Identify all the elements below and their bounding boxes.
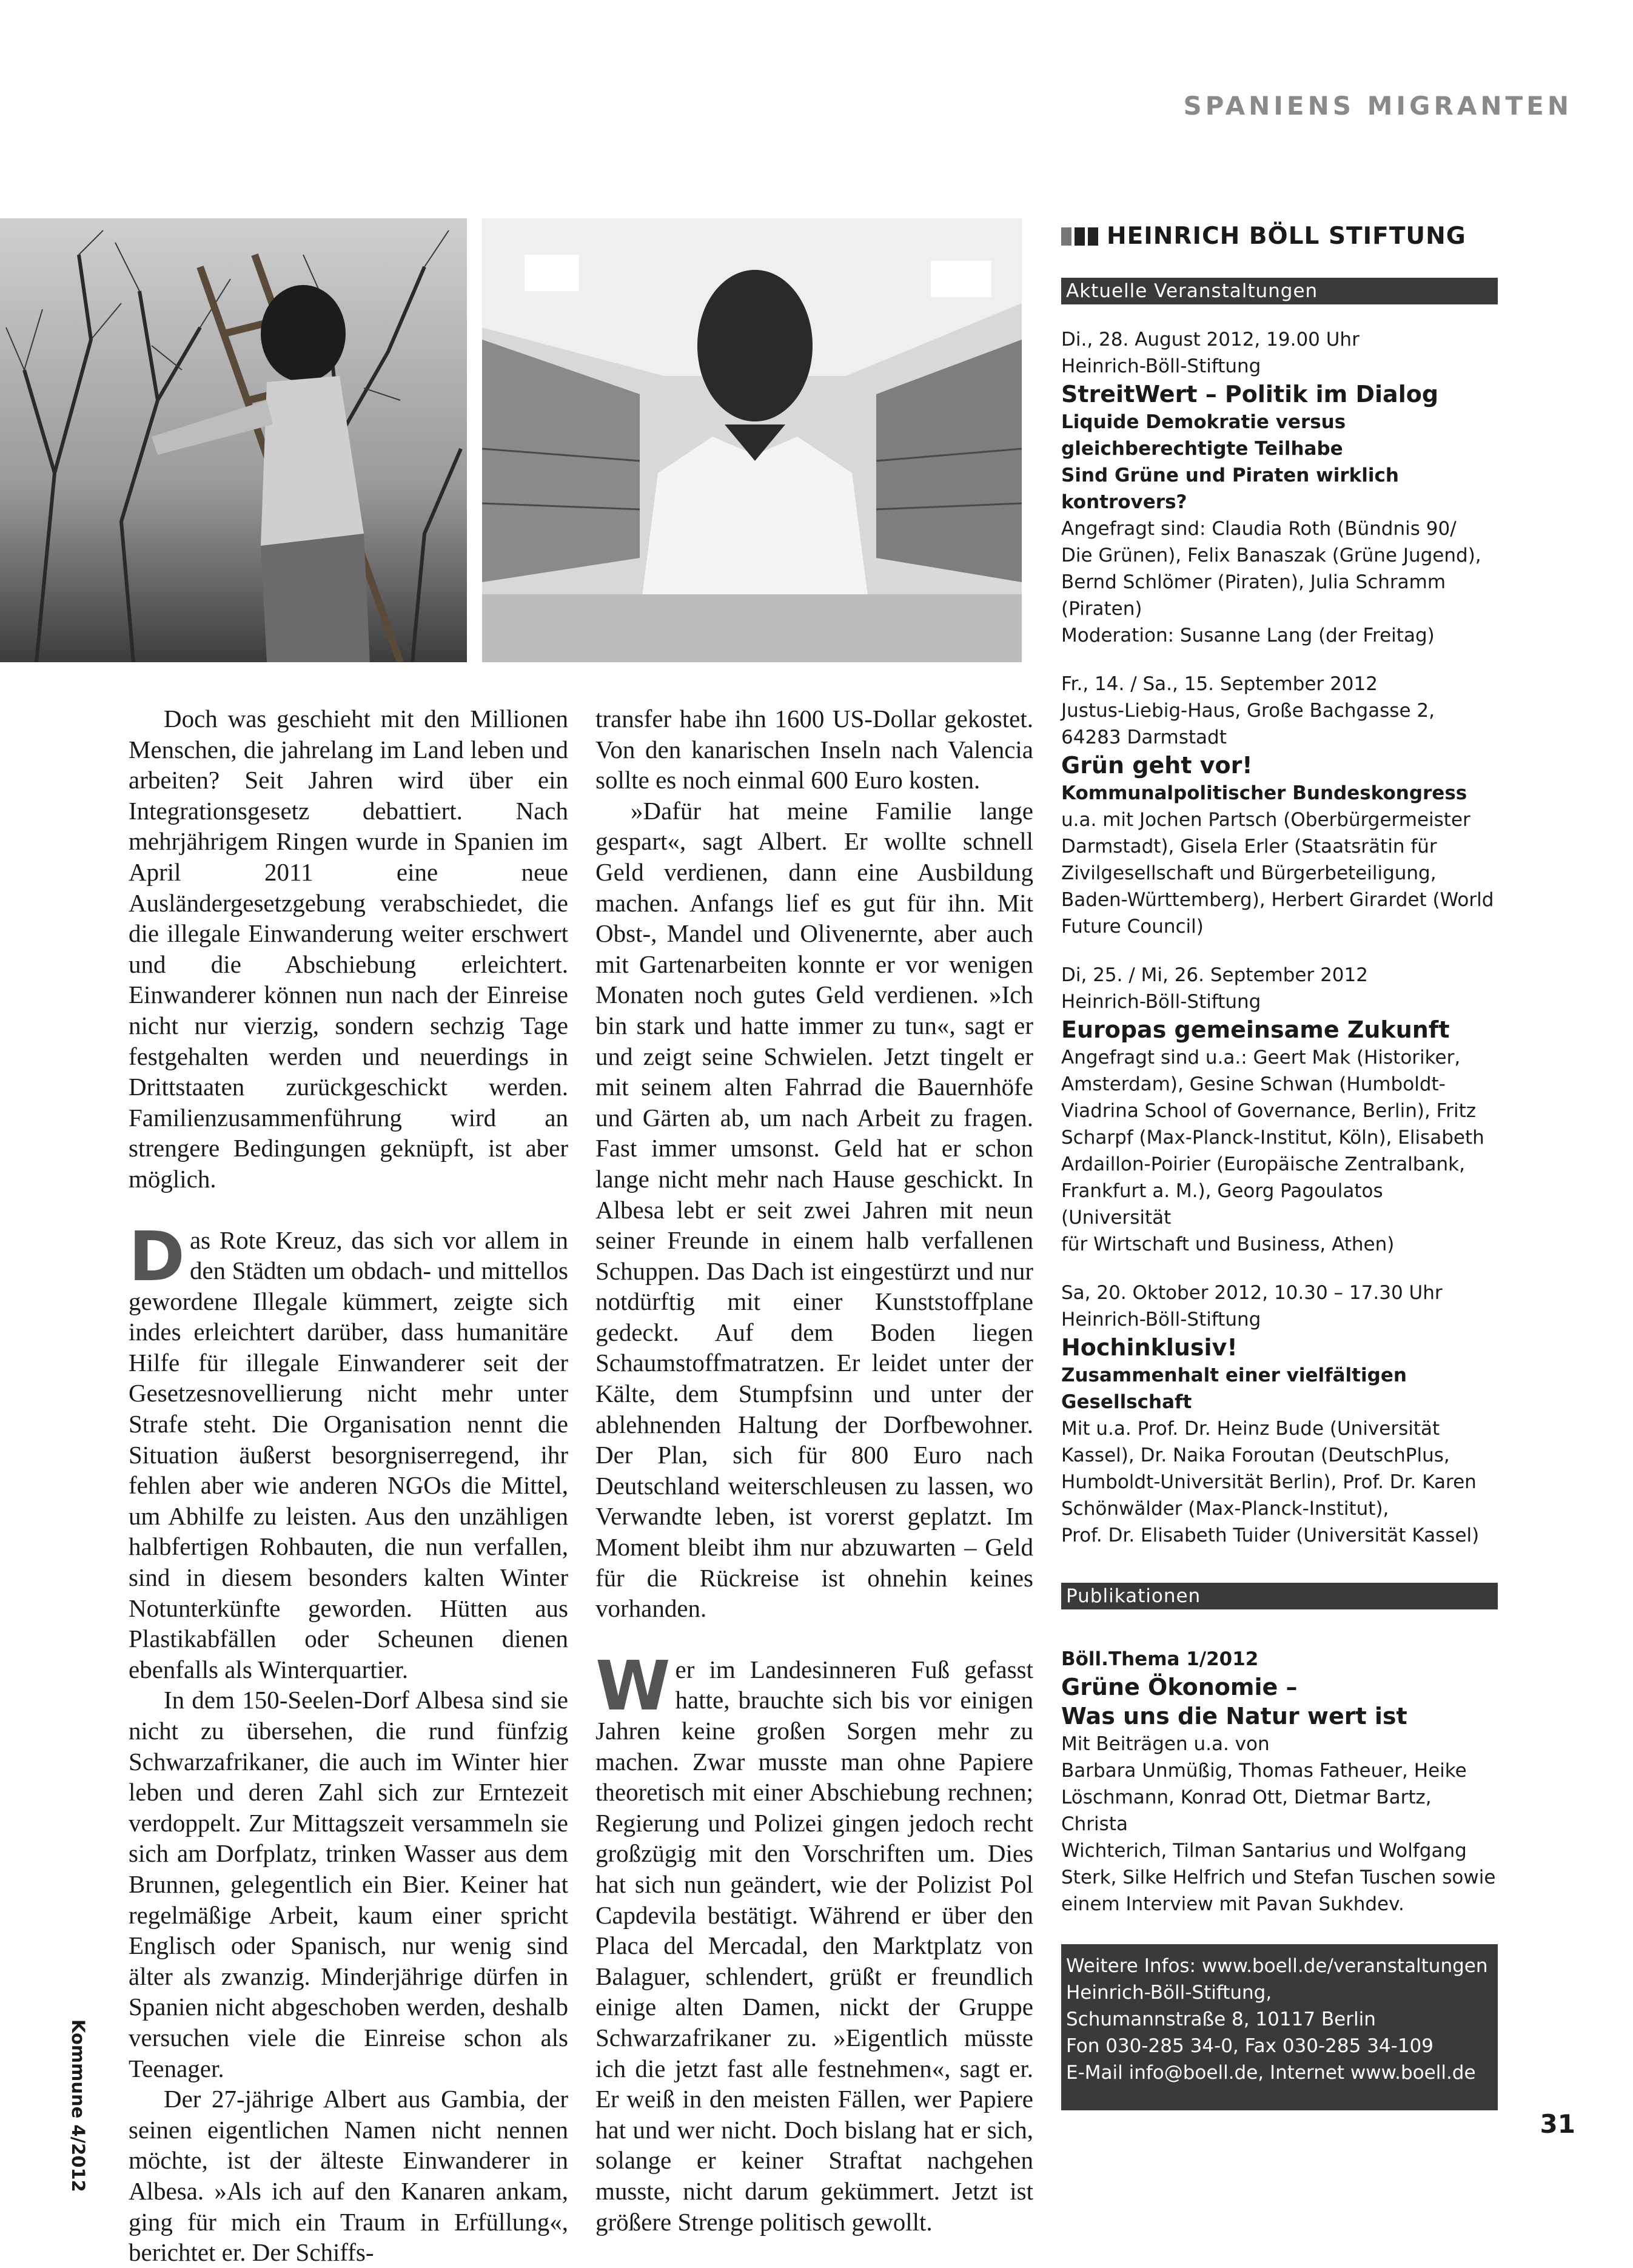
events-list bbox=[1061, 326, 1498, 1549]
event-date: Di, 25. / Mi, 26. September 2012 bbox=[1061, 964, 1368, 986]
event-place: Heinrich-Böll-Stiftung bbox=[1061, 991, 1261, 1013]
event-subtitle: Zusammenhalt einer vielfältigen Gesellschaft bbox=[1061, 1364, 1407, 1413]
event-subtitle: Kommunalpolitischer Bundeskongress bbox=[1061, 782, 1467, 804]
paragraph-text: as Rote Kreuz, das sich vor allem in den Städten um obdach- und mittellos gewordene Illegale kümmert, zeigte sich indes erleichtert darüber, dass humanitäre Hilfe für illegale Einwanderer seit der Gesetzesnovellierung nicht mehr unter Strafe steht. Die Organisation nennt die Situation äußerst besorgniserregend, ihr fehlen aber wie anderen NGOs die Mittel, um Abhilfe zu leisten. Aus den unzähligen halbfertigen Rohbauten, die nun verfallen, sind in diesem besonders kalten Winter Notunterkünfte geworden. Hütten aus Plastikabfällen oder Scheunen dienen ebenfalls als Winterquartier. bbox=[129, 1226, 568, 1683]
paragraph-text: er im Landesinneren Fuß gefasst hatte, brauchte sich bis vor einigen Jahren keine großen Sorgen mehr zu machen. Zwar musste man ohne Papiere theoretisch mit einer Abschiebung rechnen; Regierung und Polizei gingen jedoch recht großzügig mit den Vorschriften um. Dies hat sich nun geändert, wie der Polizist Pol Capdevila bestätigt. Während er über den Placa del Mercadal, den Marktplatz von Balaguer, schlendert, grüßt er freundlich einige alten Damen, nickt der Gruppe Schwarzafrikaner zu. »Eigentlich müsste ich die jetzt fast alle festnehmen«, sagt er. Er weiß in den meisten Fällen, wer Papiere hat und wer nicht. Doch bislang hat er sich, solange er keiner Straftat nachgehen musste, nicht darum gekümmert. Jetzt ist größere Strenge politisch gewollt. bbox=[595, 1655, 1033, 2236]
event-date: Di., 28. August 2012, 19.00 Uhr bbox=[1061, 329, 1360, 351]
dropcap: D bbox=[129, 1217, 185, 1297]
event bbox=[1061, 962, 1498, 1258]
paragraph: transfer habe ihn 1600 US-Dollar gekostet. Von den kanarischen Inseln nach Valencia sollte es noch einmal 600 Euro kosten. bbox=[595, 705, 1033, 794]
event bbox=[1061, 326, 1498, 649]
paragraph-dropcap bbox=[129, 1217, 568, 1685]
publication bbox=[1061, 1646, 1498, 1917]
photo-worker-orchard bbox=[0, 218, 467, 662]
event-date: Fr., 14. / Sa., 15. September 2012 bbox=[1061, 673, 1378, 695]
publications-section-bar: Publikationen bbox=[1061, 1583, 1498, 1609]
event-body: Angefragt sind: Claudia Roth (Bündnis 90/ Die Grünen), Felix Banaszak (Grüne Jugend), Bernd Schlömer (Piraten), Julia Schramm (Piraten) Moderation: Susanne Lang (der Freitag) bbox=[1061, 518, 1481, 646]
event-place: Heinrich-Böll-Stiftung bbox=[1061, 1309, 1261, 1330]
event bbox=[1061, 1280, 1498, 1549]
event-title: StreitWert – Politik im Dialog bbox=[1061, 381, 1439, 408]
info-text: Weitere Infos: www.boell.de/veranstaltungen Heinrich-Böll-Stiftung, Schumannstraße 8, 10117 Berlin Fon 030-285 34-0, Fax 030-285 34-109 E-Mail info@boell.de, Internet www.boell.de bbox=[1066, 1955, 1488, 2084]
paragraph: Doch was geschieht mit den Millionen Menschen, die jahrelang im Land leben und arbeiten? Seit Jahren wird über ein Integrationsgesetz debattiert. Nach mehrjährigem Ringen wurde in Spanien im April 2011 eine neue Ausländergesetzgebung verabschiedet, die die illegale Einwanderung weiter erschwert und die Abschiebung erleichtert. Einwanderer können nun nach der Einreise nicht nur vierzig, sondern sechzig Tage festgehalten werden und neuerdings in Drittstaaten zurückgeschickt werden. Familienzusammenführung wird an strengere Bedingungen geknüpft, ist aber möglich. bbox=[129, 705, 568, 1193]
paragraph: In dem 150-Seelen-Dorf Albesa sind sie nicht zu übersehen, die rund fünfzig Schwarzafrikaner, die auch im Winter hier leben und deren Zahl sich zur Erntezeit verdoppelt. Zur Mittagszeit versammeln sie sich am Dorfplatz, trinken Wasser aus dem Brunnen, gelegentlich ein Bier. Keiner hat regelmäßige Arbeit, kaum einer spricht Englisch oder Spanisch, nur wenig sind älter als zwanzig. Minderjährige dürfen in Spanien nicht abgeschoben werden, deshalb versuchen viele die Einreise schon als Teenager. bbox=[129, 1686, 568, 2082]
publication-label: Böll.Thema 1/2012 bbox=[1061, 1648, 1259, 1670]
page-number: 31 bbox=[1540, 2109, 1575, 2139]
info-box bbox=[1061, 1944, 1498, 2110]
paragraph: Der 27-jährige Albert aus Gambia, der seinen eigentlichen Namen nicht nennen möchte, ist der älteste Einwanderer in Albesa. »Als ich auf den Kanaren ankam, ging für mich ein Traum in Erfüllung«, berichtet er. Der Schiffs- bbox=[129, 2085, 568, 2267]
event-body: Angefragt sind u.a.: Geert Mak (Historiker, Amsterdam), Gesine Schwan (Humboldt- Viadrina School of Governance, Berlin), Fritz Scharpf (Max-Planck-Institut, Köln), Elisabeth Ardaillon-Poirier (Europäische Zentralbank, Frankfurt a. M.), Georg Pagoulatos (Universität für Wirtschaft und Business, Athen) bbox=[1061, 1047, 1484, 1255]
event-title: Europas gemeinsame Zukunft bbox=[1061, 1016, 1450, 1043]
issue-label-text: Kommune 4/2012 bbox=[68, 2019, 89, 2192]
photo-albert-portrait bbox=[482, 218, 1022, 662]
foundation-heading bbox=[1061, 218, 1498, 255]
paragraph-dropcap bbox=[595, 1646, 1033, 2237]
event-body: Mit u.a. Prof. Dr. Heinz Bude (Universität Kassel), Dr. Naika Foroutan (DeutschPlus, Humboldt-Universität Berlin), Prof. Dr. Karen Schönwälder (Max-Planck-Institut), Prof. Dr. Elisabeth Tuider (Universität Kassel) bbox=[1061, 1418, 1480, 1546]
foundation-logo-icon bbox=[1061, 227, 1098, 246]
dropcap: W bbox=[595, 1646, 671, 1726]
event bbox=[1061, 671, 1498, 940]
event-title: Hochinklusiv! bbox=[1061, 1334, 1238, 1361]
events-section-bar: Aktuelle Veranstaltungen bbox=[1061, 278, 1498, 304]
running-head: SPANIENS MIGRANTEN bbox=[1183, 91, 1572, 121]
event-date: Sa, 20. Oktober 2012, 10.30 – 17.30 Uhr bbox=[1061, 1282, 1443, 1304]
event-place: Justus-Liebig-Haus, Große Bachgasse 2, 64283 Darmstadt bbox=[1061, 700, 1435, 748]
event-place: Heinrich-Böll-Stiftung bbox=[1061, 355, 1261, 377]
event-subtitle: Liquide Demokratie versus gleichberechtigte Teilhabe Sind Grüne und Piraten wirklich kontrovers? bbox=[1061, 411, 1399, 513]
article-column-2 bbox=[595, 703, 1033, 2237]
publication-title: Grüne Ökonomie – Was uns die Natur wert ist bbox=[1061, 1674, 1407, 1730]
foundation-name: HEINRICH BÖLL STIFTUNG bbox=[1107, 223, 1466, 250]
event-title: Grün geht vor! bbox=[1061, 752, 1253, 779]
publication-body: Mit Beiträgen u.a. von Barbara Unmüßig, Thomas Fatheuer, Heike Löschmann, Konrad Ott, Dietmar Bartz, Christa Wichterich, Tilman Santarius und Wolfgang Sterk, Silke Helfrich und Stefan Tuschen sowie einem Interview mit Pavan Sukhdev. bbox=[1061, 1733, 1496, 1915]
article-column-1 bbox=[129, 703, 568, 2268]
paragraph: »Dafür hat meine Familie lange gespart«, sagt Albert. Er wollte schnell Geld verdienen, dann eine Ausbildung machen. Anfangs lief es gut für ihn. Mit Obst-, Mandel und Olivenernte, aber auch mit Gartenarbeiten konnte er vor wenigen Monaten noch gutes Geld verdienen. »Ich bin stark und hatte immer zu tun«, sagt er und zeigt seine Schwielen. Jetzt tingelt er mit seinem alten Fahrrad die Bauernhöfe und Gärten ab, um nach Arbeit zu fragen. Fast immer umsonst. Geld hat er schon lange nicht mehr nach Hause geschickt. In Albesa lebt er seit zwei Jahren mit neun seiner Freunde in einem halb verfallenen Schuppen. Das Dach ist eingestürzt und nur notdürftig mit einer Kunststoffplane gedeckt. Auf dem Boden liegen Schaumstoffmatratzen. Er leidet unter der Kälte, dem Stumpfsinn und unter der ablehnenden Haltung der Dorfbewohner. Der Plan, sich für 800 Euro nach Deutschland weiterschleusen zu lassen, wo Verwandte leben, ist vorerst geplatzt. Im Moment bleibt ihm nur abzuwarten – Geld für die Rückreise ist ohnehin keines vorhanden. bbox=[595, 796, 1033, 1623]
event-body: u.a. mit Jochen Partsch (Oberbürgermeister Darmstadt), Gisela Erler (Staatsrätin für Zivilgesellschaft und Bürgerbeteiligung, Baden-Württemberg), Herbert Girardet (World Future Council) bbox=[1061, 809, 1494, 938]
boell-sidebar bbox=[1061, 218, 1498, 2110]
